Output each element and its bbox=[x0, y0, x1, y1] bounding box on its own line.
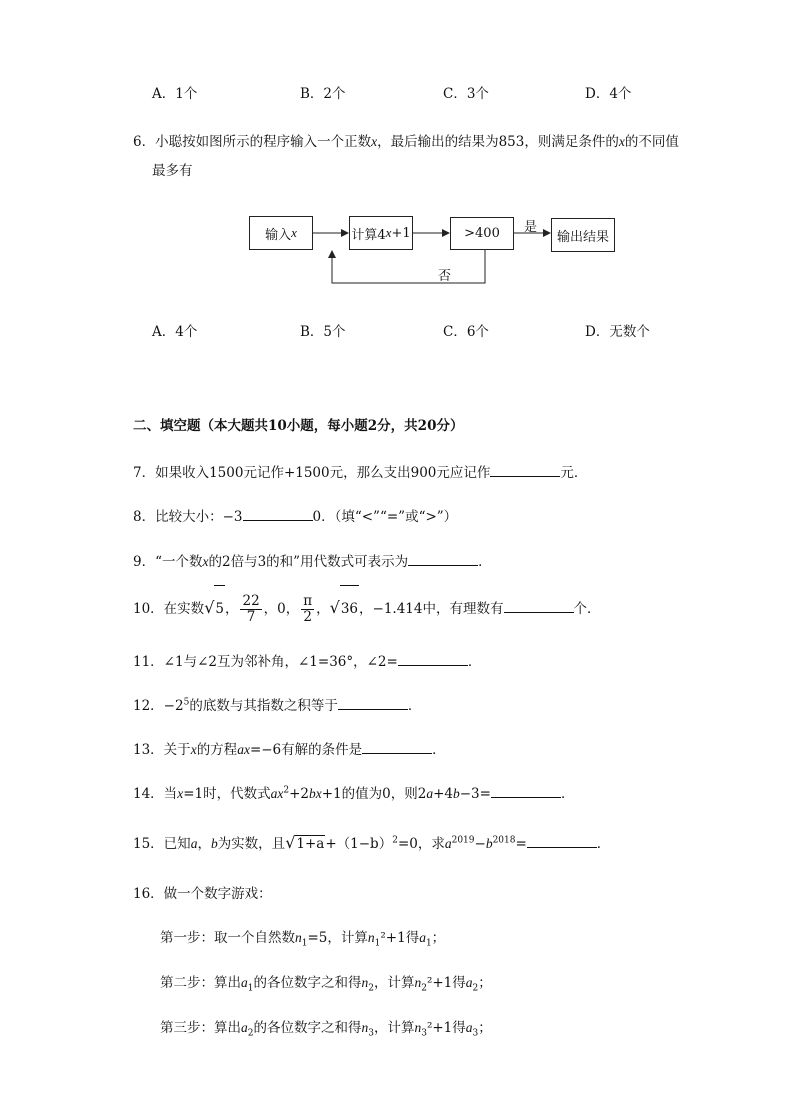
q13-text-b: 的方程 bbox=[196, 742, 238, 758]
q10-sqrt36: 36 bbox=[340, 585, 359, 632]
q16-title: 16．做一个数字游戏： bbox=[133, 886, 272, 902]
q16-step1-n2-sub: 1 bbox=[374, 938, 381, 949]
q16-step2-r-sub: 1 bbox=[247, 983, 254, 994]
q10-zero: 0 bbox=[277, 601, 286, 617]
q15-end: ． bbox=[596, 836, 611, 852]
q10-sqrt5: 5 bbox=[214, 585, 225, 632]
flow-compute-var: x bbox=[385, 225, 392, 240]
q16-step3-b: 的各位数字之和得 bbox=[253, 1020, 362, 1036]
q10-frac-pi-2 bbox=[301, 594, 314, 625]
q14-ax-exp: 2 bbox=[283, 785, 290, 796]
q16-step1-d: ； bbox=[431, 930, 446, 946]
q6-option-d: D．无数个 bbox=[585, 324, 650, 340]
q16-step1-c: ²+1得 bbox=[380, 930, 420, 946]
flow-label-yes: 是 bbox=[524, 220, 538, 235]
question-9 bbox=[133, 550, 492, 570]
q10-sep5: ， bbox=[359, 601, 373, 617]
q15-pow-a: a bbox=[444, 836, 452, 851]
flow-input-label: 输入 bbox=[265, 227, 292, 243]
q15-text-c: +（1−b） bbox=[325, 836, 393, 852]
q16-step1-r: a bbox=[419, 930, 426, 945]
q10-sep1: ， bbox=[224, 601, 239, 617]
q14-plus4: +4 bbox=[433, 786, 453, 802]
q15-pow-a-exp: 2019 bbox=[451, 835, 475, 846]
q7-blank bbox=[490, 464, 560, 477]
q6-option-c: C．6个 bbox=[443, 324, 489, 340]
q10-frac1-num: 22 bbox=[242, 593, 260, 609]
flow-box-input bbox=[249, 216, 313, 250]
section2-title: 二、填空题（本大题共10小题，每小题2分，共20分） bbox=[133, 418, 464, 434]
q16-step1 bbox=[160, 926, 445, 949]
q6-number: 6． bbox=[133, 134, 156, 150]
q16-step3-c: ，计算 bbox=[373, 1020, 415, 1036]
question-8 bbox=[133, 505, 457, 525]
q13-eq-rhs: =−6 bbox=[249, 742, 282, 758]
q10-frac2-den: 2 bbox=[303, 609, 312, 625]
q6-option-b: B．5个 bbox=[300, 324, 346, 340]
q16-step3 bbox=[160, 1016, 492, 1039]
flow-compare-label: >400 bbox=[464, 226, 500, 241]
q14-blank bbox=[491, 785, 561, 798]
q16-step3-n2: n bbox=[414, 1020, 422, 1035]
q9-text-a: 9．“一个数 bbox=[133, 554, 203, 570]
q15-minus: − bbox=[474, 836, 486, 852]
q5-option-b: B．2个 bbox=[300, 86, 346, 102]
q13-eq-ax: ax bbox=[237, 742, 250, 757]
q12-end: ． bbox=[407, 698, 422, 714]
q16-step1-r-sub: 1 bbox=[425, 938, 432, 949]
q6-stem-line2: 最多有 bbox=[152, 163, 193, 179]
q15-var-a: a bbox=[190, 836, 198, 851]
flow-label-no: 否 bbox=[438, 269, 452, 284]
q10-frac-22-7 bbox=[240, 594, 261, 625]
arrow-loop-back bbox=[332, 250, 485, 283]
q6-text-c: 的不同值 bbox=[624, 134, 679, 150]
q14-plus2: +2 bbox=[289, 786, 309, 802]
q10-frac1-den: 7 bbox=[246, 609, 256, 625]
q10-text-b: 中，有理数有 bbox=[422, 601, 504, 617]
q16-step1-b: =5，计算 bbox=[307, 930, 368, 946]
q14-var-x: x bbox=[177, 786, 184, 801]
q6-text-a: 小聪按如图所示的程序输入一个正数 bbox=[155, 134, 372, 150]
q15-square: 2 bbox=[392, 835, 398, 846]
q16-step3-e: ； bbox=[478, 1020, 492, 1036]
q8-blank bbox=[243, 508, 313, 521]
q15-eq: = bbox=[515, 836, 527, 852]
q6-var-x2: x bbox=[618, 134, 625, 149]
q16-step3-r-sub: 2 bbox=[247, 1028, 254, 1039]
q14-minus3: −3= bbox=[459, 786, 491, 802]
q16-step2-d: ²+1得 bbox=[426, 975, 466, 991]
flow-input-var: x bbox=[291, 225, 297, 240]
q16-step2-n2-sub: 2 bbox=[421, 983, 427, 994]
q15-pow-b-exp: 2018 bbox=[492, 835, 516, 846]
q13-end: ． bbox=[432, 742, 446, 758]
q10-frac2-num: π bbox=[303, 593, 313, 609]
q10-text-a: 10．在实数 bbox=[133, 601, 205, 617]
q14-end: ． bbox=[560, 786, 575, 802]
q16-step3-n2-sub: 3 bbox=[421, 1028, 427, 1039]
question-15: 15．已知a，b为实数，且$√1+a+(1-b)^2=0$，求$a^{2019}-b^{2018}=$ ． bbox=[133, 833, 611, 852]
q16-step3-r: a bbox=[241, 1020, 248, 1035]
q6-var-x: x bbox=[371, 134, 378, 149]
q10-end: 个． bbox=[573, 601, 601, 617]
q10-sep4: ， bbox=[316, 601, 330, 617]
q16-step3-n: n bbox=[361, 1020, 369, 1035]
q16-step3-d: ²+1得 bbox=[426, 1020, 466, 1036]
q14-ax: ax bbox=[270, 786, 284, 801]
question-12 bbox=[133, 694, 421, 714]
q9-text-b: 的2倍与3的和”用代数式可表示为 bbox=[208, 554, 409, 570]
q16-step1-n-sub: 1 bbox=[301, 938, 308, 949]
q15-text-d: =0，求 bbox=[397, 836, 445, 852]
q5-option-c: C．3个 bbox=[443, 86, 489, 102]
q8-end: 0．（填“<”“=”或“>”） bbox=[312, 509, 458, 525]
q15-var-b: b bbox=[210, 836, 218, 851]
q14-b: b bbox=[452, 786, 460, 801]
q7-end: 元． bbox=[560, 465, 588, 481]
q10-sep2: ， bbox=[263, 601, 278, 617]
q9-end: ． bbox=[478, 554, 492, 570]
flow-output-label: 输出结果 bbox=[556, 229, 609, 245]
q16-step3-r2-sub: 3 bbox=[472, 1028, 479, 1039]
q14-a: a bbox=[426, 786, 434, 801]
q16-step2-a: 第二步：算出 bbox=[160, 975, 241, 991]
q14-text-b: =1时，代数式 bbox=[183, 786, 271, 802]
q12-text-b: 的底数与其指数之积等于 bbox=[189, 698, 338, 714]
q14-bx: bx bbox=[308, 786, 322, 801]
q10-sep3: ， bbox=[285, 601, 300, 617]
q16-step2-n2: n bbox=[414, 975, 422, 990]
q16-step2-c: ，计算 bbox=[373, 975, 415, 991]
q15-sqrt: 1+a bbox=[296, 836, 325, 852]
q11-blank bbox=[398, 653, 468, 666]
q8-text: 8．比较大小：−3 bbox=[133, 509, 243, 525]
q5-option-a: A．1个 bbox=[152, 86, 198, 102]
flow-box-compare bbox=[450, 217, 514, 250]
q9-var-x: x bbox=[202, 554, 209, 569]
question-11 bbox=[133, 650, 481, 670]
q6-text-b: ，最后输出的结果为853，则满足条件的 bbox=[377, 134, 619, 150]
question-13 bbox=[133, 738, 446, 758]
q5-option-d: D．4个 bbox=[585, 86, 632, 102]
flow-box-compute bbox=[349, 216, 413, 250]
q16-step3-n-sub: 3 bbox=[368, 1028, 374, 1039]
q16-step2-r2: a bbox=[465, 975, 473, 990]
q13-text-c: 有解的条件是 bbox=[281, 742, 363, 758]
q15-sep: ， bbox=[197, 836, 211, 852]
q16-step3-r2: a bbox=[465, 1020, 473, 1035]
q6-option-a: A．4个 bbox=[152, 324, 198, 340]
q16-step1-n2: n bbox=[367, 930, 375, 945]
q16-step2-n: n bbox=[361, 975, 369, 990]
q13-blank bbox=[362, 741, 432, 754]
q13-var-x: x bbox=[190, 742, 197, 757]
q16-step2-r2-sub: 2 bbox=[472, 983, 479, 994]
q16-step2-n-sub: 2 bbox=[368, 983, 374, 994]
flow-box-output bbox=[551, 218, 615, 252]
q15-text-b: 为实数，且 bbox=[217, 836, 286, 852]
q10-neg: −1.414 bbox=[372, 601, 423, 617]
q12-blank bbox=[338, 697, 408, 710]
question-10: 10．在实数√5， $\frac{22}{7}$ ，0， $\frac{\pi}{2}$ ，√36，−1.414中，有理数有 个． bbox=[133, 585, 601, 632]
q15-blank bbox=[527, 835, 597, 848]
q12-exp: 5 bbox=[183, 697, 190, 708]
q15-pow-b: b bbox=[485, 836, 493, 851]
flow-compute-a: 计算4 bbox=[351, 227, 386, 243]
q16-step2-r: a bbox=[241, 975, 248, 990]
q13-text-a: 13．关于 bbox=[133, 742, 191, 758]
q7-text: 7．如果收入1500元记作+1500元，那么支出900元应记作 bbox=[133, 465, 491, 481]
q15-text-a: 15．已知 bbox=[133, 836, 191, 852]
q16-step2-b: 的各位数字之和得 bbox=[253, 975, 362, 991]
q16-step1-n: n bbox=[295, 930, 302, 945]
q11-text: 11．∠1与∠2互为邻补角，∠1=36°，∠2= bbox=[133, 654, 398, 670]
q16-step1-a: 第一步：取一个自然数 bbox=[160, 930, 295, 946]
question-7 bbox=[133, 461, 587, 481]
q10-blank bbox=[504, 600, 574, 613]
flow-compute-b: +1 bbox=[391, 225, 411, 241]
q11-end: ． bbox=[467, 654, 482, 670]
q14-text-c: +1的值为0，则2 bbox=[321, 786, 427, 802]
q16-step3-a: 第三步：算出 bbox=[160, 1020, 241, 1036]
q14-text-a: 14．当 bbox=[133, 786, 178, 802]
q9-blank bbox=[408, 553, 478, 566]
q12-text-a: 12．−2 bbox=[133, 698, 184, 714]
q16-step2-e: ； bbox=[478, 975, 492, 991]
flowchart-arrows bbox=[0, 0, 790, 300]
q16-step2 bbox=[160, 971, 492, 994]
question-14 bbox=[133, 782, 574, 802]
